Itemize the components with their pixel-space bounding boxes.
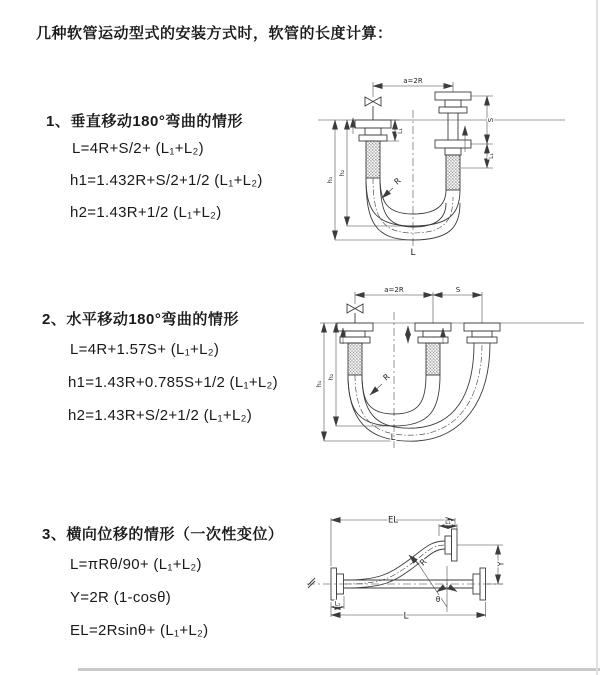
reference-lines [318,110,565,252]
page-edge-bottom [78,668,600,671]
radius-label: R [392,176,403,187]
dim-label-l1-left: L₁ [334,600,341,608]
diagram-vertical-180-bend [315,70,590,260]
braid-section [446,155,460,190]
dim-label-a2r: a=2R [384,286,404,294]
length-label: L [403,611,409,622]
dim-label-a2r: a=2R [403,77,423,85]
diagram-lateral-displacement [303,508,590,658]
angle-label: θ [435,595,441,604]
radius-label: R [418,557,429,568]
section-1-formula-h1: h1=1.432R+S/2+1/2 (L₁+L₂) [70,172,263,189]
hose-curves [345,541,445,588]
dimension-labels [326,77,495,258]
section-3-formula-y: Y=2R (1-cosθ) [70,589,172,606]
diagram-horizontal-180-bend [312,282,592,457]
section-3-formula-el: EL=2Rsinθ+ (L₁+L₂) [70,622,209,639]
left-pipe-fitting [355,120,391,178]
hose-curves [348,343,490,441]
section-2-formula-h1: h1=1.43R+0.785S+1/2 (L₁+L₂) [68,374,278,391]
dimension-lines [331,515,503,617]
section-2-formula-h2: h2=1.43R+S/2+1/2 (L₁+L₂) [68,407,253,424]
section-1-heading: 1、垂直移动180°弯曲的情形 [46,113,243,130]
left-pipe-fitting [337,323,373,375]
dim-label-l1-top: L₁ [445,519,451,526]
dim-label-h2: h₂ [327,373,335,381]
braid-section [348,343,362,375]
radius-label: R [381,372,392,383]
section-1-formula-l: L=4R+S/2+ (L₁+L₂) [72,140,204,157]
dim-label-h2: h₂ [338,169,346,177]
dim-label-l1-left: L₁ [397,128,404,134]
section-1-formula-h2: h2=1.43R+1/2 (L₁+L₂) [70,204,222,221]
movement-arrows [343,326,443,344]
middle-pipe-fitting [415,323,451,375]
valve-icon [347,292,363,323]
page-title: 几种软管运动型式的安装方式时，软管的长度计算： [36,25,393,42]
braid-section [426,343,440,375]
section-2-heading: 2、水平移动180°弯曲的情形 [42,311,239,328]
dim-label-h1: h₁ [326,176,334,184]
dim-label-y: Y [496,561,506,567]
page-edge-right [596,0,598,675]
dim-label-s: S [487,117,495,123]
break-mark [308,578,315,588]
right-pipe-fitting [435,82,471,190]
section-3-heading: 3、横向位移的情形（一次性变位） [42,526,284,543]
dim-label-s: S [455,286,461,294]
dim-label-el: EL [387,515,399,526]
section-3-formula-l: L=πRθ/90+ (L₁+L₂) [70,556,202,573]
section-2-formula-l: L=4R+1.57S+ (L₁+L₂) [70,341,220,358]
valve-icon [365,82,381,120]
right-pipe-fitting [464,323,500,343]
dim-label-h1: h₁ [315,380,323,388]
braid-section [366,141,380,178]
dim-label-l1-right: L₁ [488,153,495,159]
upper-flange [445,529,457,561]
dimension-lines [335,86,493,240]
length-label: L [410,248,416,258]
length-label: L [390,433,396,443]
